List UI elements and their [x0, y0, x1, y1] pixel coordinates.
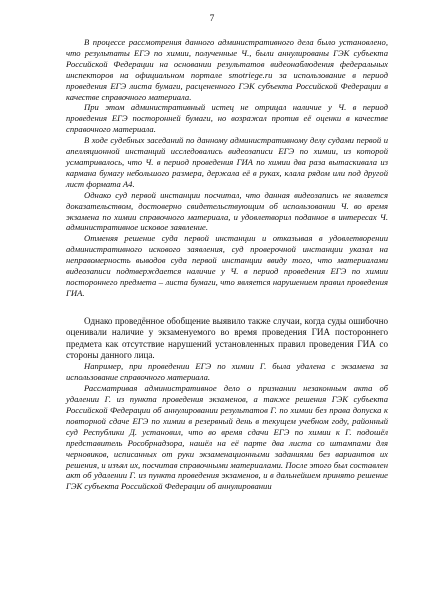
paragraph-case-description: В процессе рассмотрения данного административного дела было установлено, что результаты ЕГЭ по химии, полученные Ч., были аннулированы ГЭК субъекта Российской Федерации на основании результатов видеонаблюдения федеральных инспекторов на официальном портале smotriege.ru за использование в период проведения ЕГЭ листа бумаги, расцененного ГЭК субъекта Российской Федерации в качестве справочного материала.	[66, 37, 388, 102]
paragraph-first-instance-ruling: Однако суд первой инстанции посчитал, что данная видеозапись не является доказательством, достоверно свидетельствующим об использовании Ч. во время экзамена по химии справочного материала, и удовлетворил поданное в интересах Ч. административное исковое заявление.	[66, 189, 388, 233]
page-number: 7	[209, 14, 215, 24]
paragraph-example-details: Рассматривая административное дело о признании незаконным акта об удалении Г. из пункта проведения экзаменов, а также решения ГЭК субъекта Российской Федерации об аннулировании результатов Г. по химии без права допуска к повторной сдаче ЕГЭ по химии в резервный день в текущем учебном году, районный суд Республики Д. установил, что во время сдачи ЕГЭ по химии к Г. подошёл представитель Рособрнадзора, нашёл на её парте два листа со штампами для черновиков, исписанных от руки экзаменационными заданиями без вариантов их решения, и изъял их, посчитав справочными материалами. После этого был составлен акт об удалении Г. из пункта проведения экзаменов, и в дальнейшем принято решение ГЭК субъекта Российской Федерации об аннулировании	[66, 383, 388, 492]
paragraph-appeal-ruling: Отменяя решение суда первой инстанции и отказывая в удовлетворении административного искового заявления, суд проверочной инстанции указал на неправомерность выводов суда первой инстанции ввиду того, что материалами видеозаписи подтверждается наличие у Ч. в период проведения ЕГЭ по химии постороннего предмета – листа бумаги, что является нарушением правил проведения ГИА.	[66, 233, 388, 298]
document-body	[66, 37, 388, 492]
paragraph-video-evidence: В ходе судебных заседаний по данному административному делу судами первой и апелляционной инстанций исследовались видеозаписи ЕГЭ по химии, из которой усматривалось, что Ч. в период проведения ГИА по химии два раза вытаскивала из кармана бумагу небольшого размера, держала её в руках, клала рядом или под другой лист формата А4.	[66, 135, 388, 189]
paragraph-spacer	[66, 299, 388, 316]
paragraph-generalization-finding: Однако проведённое обобщение выявило также случаи, когда суды ошибочно оценивали наличие у экзаменуемого во время проведения ГИА постороннего предмета как отсутствие нарушений установленных правил проведения ГИА со стороны данного лица.	[66, 315, 388, 360]
paragraph-example-intro: Например, при проведении ЕГЭ по химии Г. была удалена с экзамена за использование справочного материала.	[66, 361, 388, 383]
paragraph-plaintiff-position: При этом административный истец не отрицал наличие у Ч. в период проведения ЕГЭ посторонней бумаги, но возражал против её оценки в качестве справочного материала.	[66, 102, 388, 135]
